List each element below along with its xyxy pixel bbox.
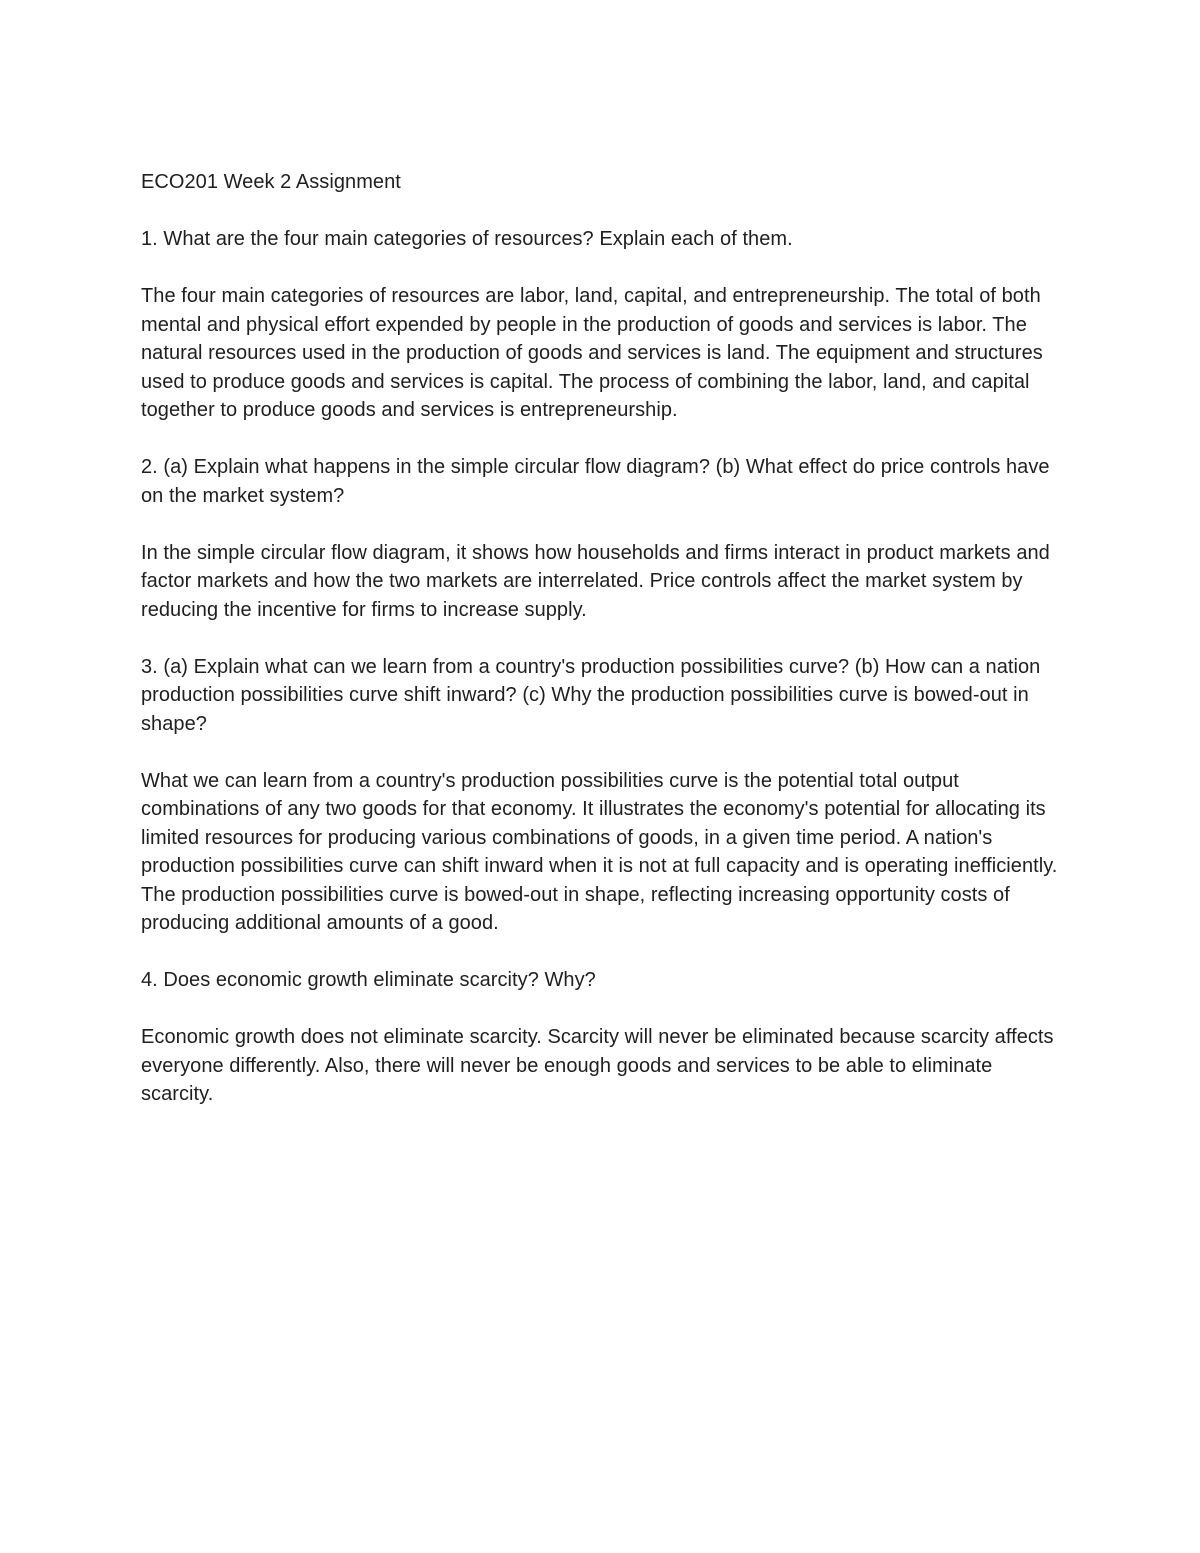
document-title: ECO201 Week 2 Assignment — [141, 171, 401, 193]
question-3: 3. (a) Explain what can we learn from a country's production possibilities curve? (b) How can a nation production possibilities curve shift inward? (c) Why the production possibilities curve is bowed-out in shape? — [141, 655, 1041, 735]
question-1: 1. What are the four main categories of resources? Explain each of them. — [141, 228, 793, 250]
answer-4: Economic growth does not eliminate scarcity. Scarcity will never be eliminated because scarcity affects everyone differently. Also, there will never be enough goods and services to be able to eliminate scarcity. — [141, 1026, 1054, 1105]
question-4: 4. Does economic growth eliminate scarcity? Why? — [141, 969, 596, 991]
answer-3: What we can learn from a country's production possibilities curve is the potential total output combinations of any two goods for that economy. It illustrates the economy's potential for allocating its limited resources for producing various combinations of goods, in a given time period. A nation's production possibilities curve can shift inward when it is not at full capacity and is operating inefficiently. The production possibilities curve is bowed-out in shape, reflecting increasing opportunity costs of producing additional amounts of a good. — [141, 769, 1058, 934]
question-2: 2. (a) Explain what happens in the simple circular flow diagram? (b) What effect do price controls have on the market system? — [141, 456, 1050, 507]
answer-2: In the simple circular flow diagram, it shows how households and firms interact in product markets and factor markets and how the two markets are interrelated. Price controls affect the market system by reducing the incentive for firms to increase supply. — [141, 541, 1050, 621]
answer-1: The four main categories of resources are labor, land, capital, and entrepreneurship. The total of both mental and physical effort expended by people in the production of goods and services is labor. The natural resources used in the production of goods and services is land. The equipment and structures used to produce goods and services is capital. The process of combining the labor, land, and capital together to produce goods and services is entrepreneurship. — [141, 285, 1043, 421]
document-body — [141, 168, 1066, 1137]
